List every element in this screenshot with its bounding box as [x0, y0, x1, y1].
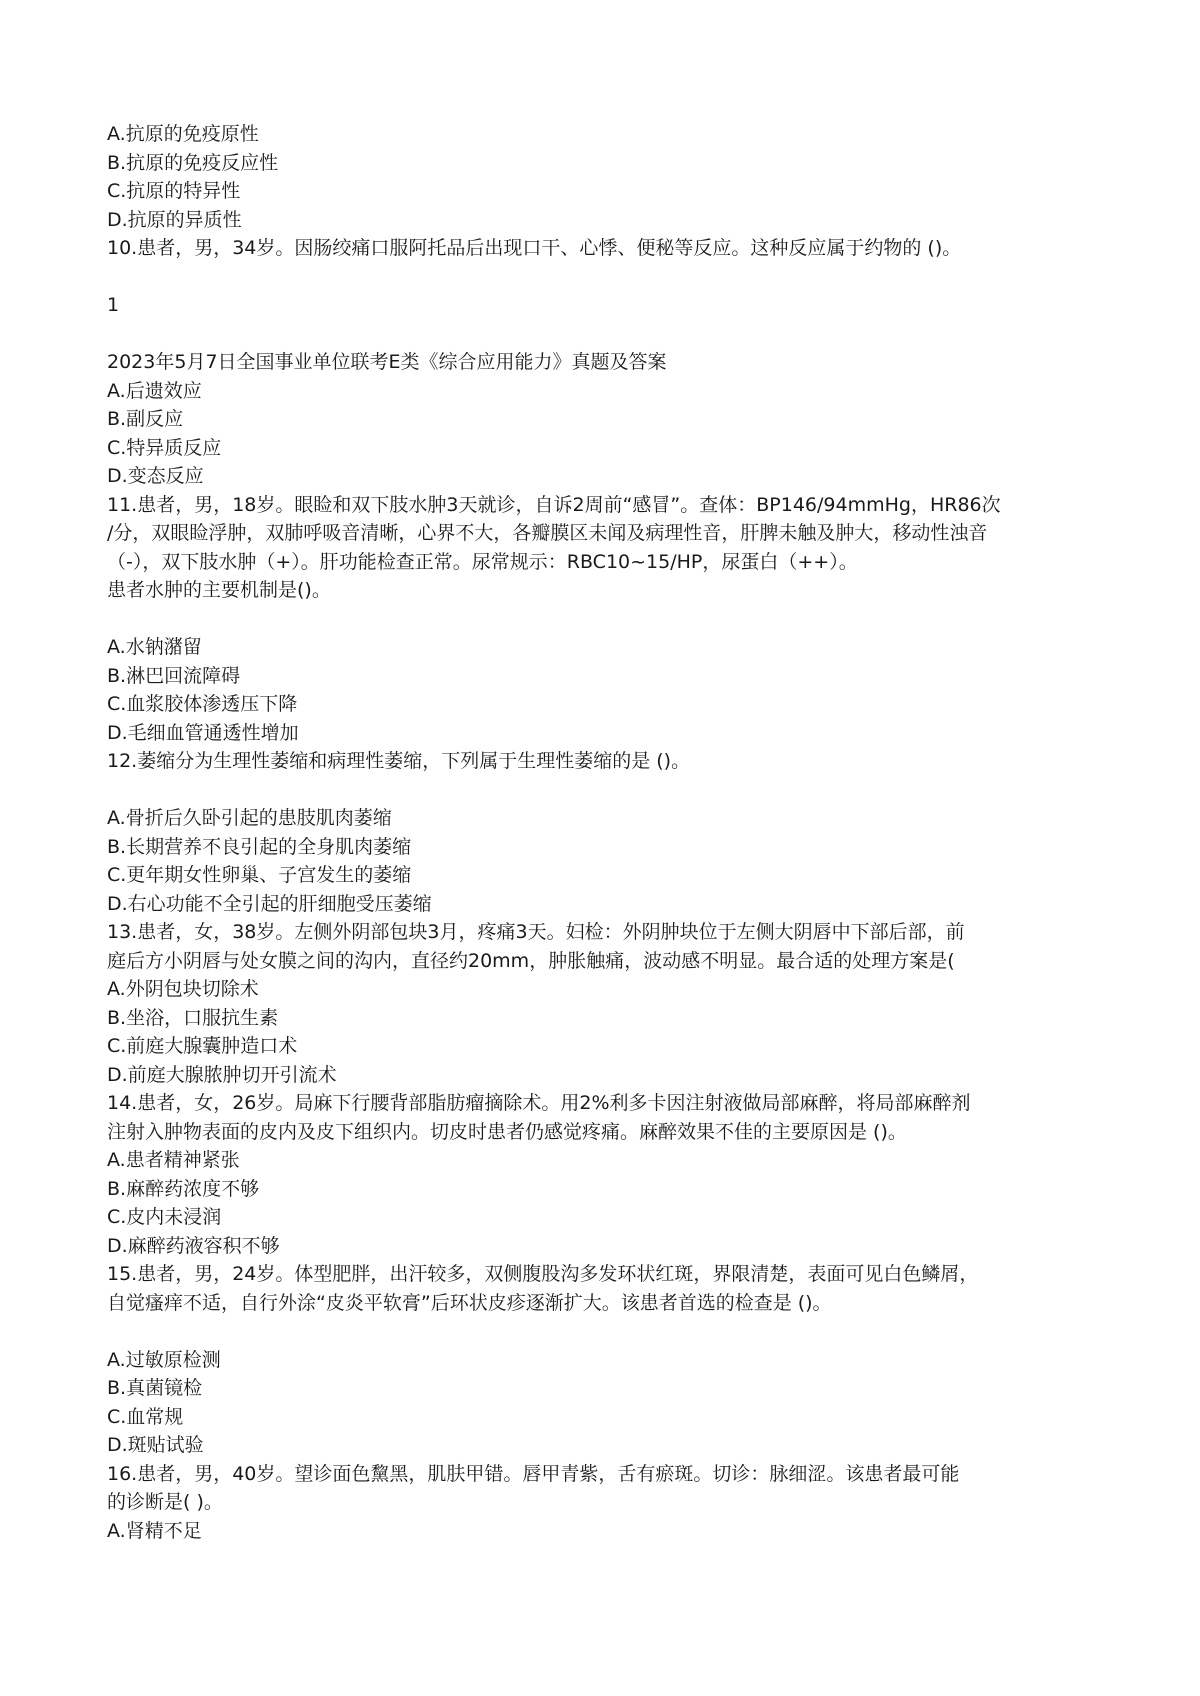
option-line: B.长期营养不良引起的全身肌肉萎缩 — [107, 835, 412, 858]
blank-line — [107, 605, 1107, 634]
question-line: （-），双下肢水肿（+）。肝功能检查正常。尿常规示：RBC10~15/HP，尿蛋白（++）。 — [107, 550, 858, 573]
option-line: A.抗原的免疫原性 — [107, 123, 259, 145]
option-line: A.过敏原检测 — [107, 1348, 221, 1371]
question-line: /分，双眼睑浮肿，双肺呼吸音清晰，心界不大，各瓣膜区未闻及病理性音，肝脾未触及肿大，移动性浊音 — [107, 522, 988, 544]
question-line: 自觉瘙痒不适，自行外涂“皮炎平软膏”后环状皮疹逐渐扩大。该患者首选的检查是 ()。 — [107, 1291, 832, 1314]
option-line: A.肾精不足 — [107, 1519, 202, 1542]
blank-line — [107, 263, 1107, 292]
option-line: A.患者精神紧张 — [107, 1149, 240, 1171]
question-line: 10.患者，男，34岁。因肠绞痛口服阿托品后出现口干、心悸、便秘等反应。这种反应属于约物的 ()。 — [107, 237, 962, 259]
blank-line — [107, 320, 1107, 349]
document-body — [107, 120, 1107, 1545]
option-line: D.麻醉药液容积不够 — [107, 1234, 280, 1257]
option-line: B.真菌镜检 — [107, 1377, 203, 1399]
option-line: C.皮内未浸润 — [107, 1206, 222, 1228]
option-line: D.前庭大腺脓肿切开引流术 — [107, 1063, 337, 1086]
blank-line — [107, 776, 1107, 805]
option-line: C.前庭大腺囊肿造口术 — [107, 1035, 298, 1057]
question-line: 12.萎缩分为生理性萎缩和病理性萎缩，下列属于生理性萎缩的是 ()。 — [107, 750, 691, 772]
option-line: D.右心功能不全引起的肝细胞受压萎缩 — [107, 892, 432, 915]
question-line: 注射入肿物表面的皮内及皮下组织内。切皮时患者仍感觉疼痛。麻醉效果不佳的主要原因是 ()。 — [107, 1120, 907, 1143]
option-line: C.特异质反应 — [107, 436, 222, 459]
option-line: C.抗原的特异性 — [107, 180, 241, 202]
option-line: C.血浆胶体渗透压下降 — [107, 693, 298, 715]
option-line: A.水钠潴留 — [107, 636, 202, 658]
page-number: 1 — [107, 294, 120, 316]
question-line: 15.患者，男，24岁。体型肥胖，出汗较多，双侧腹股沟多发环状红斑，界限清楚，表面可见白色鳞屑， — [107, 1263, 979, 1285]
option-line: C.血常规 — [107, 1405, 184, 1428]
blank-line — [107, 1317, 1107, 1346]
question-line: 11.患者，男，18岁。眼睑和双下肢水肿3天就诊，自诉2周前“感冒”。查体：BP146/94mmHg，HR86次 — [107, 493, 1001, 516]
option-line: C.更年期女性卵巢、子宫发生的萎缩 — [107, 864, 412, 886]
option-line: B.副反应 — [107, 408, 184, 430]
option-line: B.淋巴回流障碍 — [107, 664, 241, 687]
document-title: 2023年5月7日全国事业单位联考E类《综合应用能力》真题及答案 — [107, 351, 667, 373]
option-line: D.抗原的异质性 — [107, 208, 242, 231]
option-line: B.麻醉药浓度不够 — [107, 1177, 260, 1200]
question-line: 患者水肿的主要机制是()。 — [107, 579, 331, 601]
option-line: A.后遗效应 — [107, 379, 202, 402]
option-line: A.骨折后久卧引起的患肢肌肉萎缩 — [107, 807, 392, 829]
option-line: D.毛细血管通透性增加 — [107, 721, 299, 744]
option-line: A.外阴包块切除术 — [107, 978, 259, 1000]
question-line: 的诊断是( )。 — [107, 1491, 223, 1513]
question-line: 16.患者，男，40岁。望诊面色黧黑，肌肤甲错。唇甲青紫，舌有瘀斑。切诊：脉细涩。该患者最可能 — [107, 1462, 960, 1485]
option-line: B.坐浴，口服抗生素 — [107, 1006, 279, 1029]
option-line: D.斑贴试验 — [107, 1434, 204, 1456]
option-line: B.抗原的免疫反应性 — [107, 151, 279, 174]
question-line: 庭后方小阴唇与处女膜之间的沟内，直径约20mm，肿胀触痛，波动感不明显。最合适的处理方案是( — [107, 949, 955, 972]
option-line: D.变态反应 — [107, 465, 204, 487]
question-line: 14.患者，女，26岁。局麻下行腰背部脂肪瘤摘除术。用2%利多卡因注射液做局部麻醉，将局部麻醉剂 — [107, 1092, 971, 1114]
question-line: 13.患者，女，38岁。左侧外阴部包块3月，疼痛3天。妇检：外阴肿块位于左侧大阴唇中下部后部，前 — [107, 921, 965, 943]
